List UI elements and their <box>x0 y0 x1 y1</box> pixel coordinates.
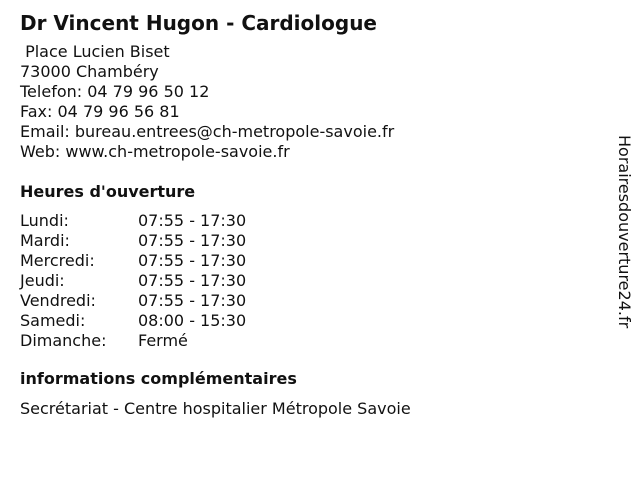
email-line <box>20 122 610 142</box>
email-address[interactable]: bureau.entrees@ch-metropole-savoie.fr <box>74 122 395 141</box>
city-address: 73000 Chambéry <box>20 62 159 81</box>
website-link[interactable]: www.ch-metropole-savoie.fr <box>65 142 290 161</box>
business-card <box>20 10 610 419</box>
hours-day: Dimanche: <box>20 331 107 350</box>
phone-line <box>20 82 610 102</box>
hours-row-wednesday <box>20 251 610 271</box>
hours-time: 07:55 - 17:30 <box>138 231 247 250</box>
hours-time: 08:00 - 15:30 <box>138 311 247 330</box>
hours-day: Vendredi: <box>20 291 96 310</box>
hours-time: Fermé <box>138 331 188 350</box>
web-line <box>20 142 610 162</box>
hours-row-saturday <box>20 311 610 331</box>
contact-block <box>20 42 610 162</box>
additional-info-heading: informations complémentaires <box>20 369 297 388</box>
street-address: Place Lucien Biset <box>20 42 170 61</box>
hours-day: Mardi: <box>20 231 70 250</box>
page-title: Dr Vincent Hugon - Cardiologue <box>20 11 377 35</box>
hours-time: 07:55 - 17:30 <box>138 271 247 290</box>
hours-row-tuesday <box>20 231 610 251</box>
additional-info-text: Secrétariat - Centre hospitalier Métropole Savoie <box>20 399 411 418</box>
hours-day: Mercredi: <box>20 251 95 270</box>
phone-number[interactable]: 04 79 96 50 12 <box>87 82 210 101</box>
email-label: Email: <box>20 122 70 141</box>
hours-day: Samedi: <box>20 311 86 330</box>
hours-row-thursday <box>20 271 610 291</box>
hours-time: 07:55 - 17:30 <box>138 211 247 230</box>
fax-line <box>20 102 610 122</box>
site-watermark-label: Horairesdouverture24.fr <box>615 135 634 329</box>
opening-hours-table <box>20 211 610 351</box>
web-label: Web: <box>20 142 61 161</box>
hours-day: Lundi: <box>20 211 69 230</box>
hours-time: 07:55 - 17:30 <box>138 251 247 270</box>
opening-hours-heading: Heures d'ouverture <box>20 182 196 201</box>
fax-label: Fax: <box>20 102 53 121</box>
phone-label: Telefon: <box>20 82 83 101</box>
hours-row-sunday <box>20 331 610 351</box>
hours-day: Jeudi: <box>20 271 65 290</box>
hours-row-friday <box>20 291 610 311</box>
fax-number: 04 79 96 56 81 <box>57 102 180 121</box>
hours-time: 07:55 - 17:30 <box>138 291 247 310</box>
hours-row-monday <box>20 211 610 231</box>
